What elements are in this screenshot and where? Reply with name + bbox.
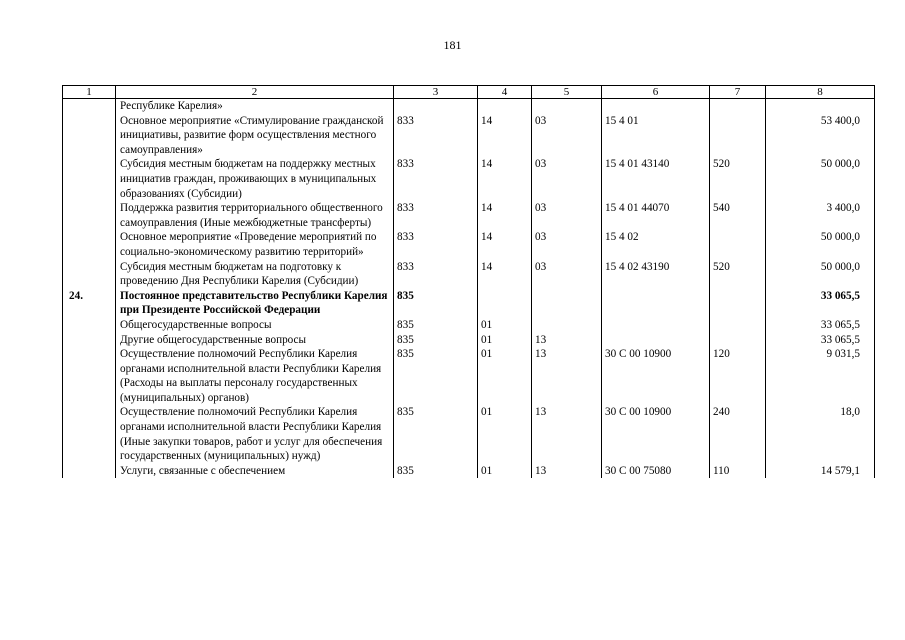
cell-target-article: 15 4 01 43140 [602, 157, 710, 201]
cell-target-article: 15 4 02 [602, 230, 710, 259]
cell-amount: 18,0 [766, 405, 875, 463]
cell-section: 01 [478, 333, 532, 348]
cell-section [478, 289, 532, 318]
cell-target-article: 30 С 00 10900 [602, 405, 710, 463]
table-row [63, 333, 875, 348]
cell-expense-type [710, 99, 766, 114]
table-row [63, 347, 875, 405]
column-header-5: 5 [532, 86, 602, 99]
cell-expense-type [710, 318, 766, 333]
cell-section [478, 99, 532, 114]
table-row [63, 230, 875, 259]
cell-amount: 9 031,5 [766, 347, 875, 405]
table-row [63, 318, 875, 333]
cell-subsection [532, 318, 602, 333]
cell-index [63, 318, 116, 333]
cell-index [63, 333, 116, 348]
cell-name: Постоянное представительство Республики Карелия при Президенте Российской Федерации [116, 289, 394, 318]
column-header-2: 2 [116, 86, 394, 99]
cell-amount: 53 400,0 [766, 114, 875, 158]
cell-name: Поддержка развития территориального общественного самоуправления (Иные межбюджетные трансферты) [116, 201, 394, 230]
table-row [63, 99, 875, 114]
column-header-3: 3 [394, 86, 478, 99]
cell-subsection: 13 [532, 333, 602, 348]
column-header-6: 6 [602, 86, 710, 99]
cell-name: Другие общегосударственные вопросы [116, 333, 394, 348]
cell-target-article: 15 4 01 [602, 114, 710, 158]
cell-index [63, 201, 116, 230]
cell-expense-type: 520 [710, 157, 766, 201]
cell-name: Осуществление полномочий Республики Карелия органами исполнительной власти Республики Карелия (Расходы на выплаты персоналу государственных (муниципальных) органов) [116, 347, 394, 405]
cell-index: 24. [63, 289, 116, 318]
cell-amount [766, 99, 875, 114]
cell-admin-code: 835 [394, 333, 478, 348]
cell-section: 14 [478, 114, 532, 158]
table-body [63, 99, 875, 479]
cell-expense-type: 540 [710, 201, 766, 230]
cell-name: Субсидия местным бюджетам на подготовку к проведению Дня Республики Карелия (Субсидии) [116, 260, 394, 289]
cell-section: 14 [478, 260, 532, 289]
cell-index [63, 347, 116, 405]
cell-name: Основное мероприятие «Стимулирование гражданской инициативы, развитие форм осуществления местного самоуправления» [116, 114, 394, 158]
cell-expense-type: 120 [710, 347, 766, 405]
table-row [63, 289, 875, 318]
cell-admin-code: 835 [394, 464, 478, 479]
cell-subsection: 03 [532, 157, 602, 201]
cell-subsection: 13 [532, 464, 602, 479]
cell-section: 01 [478, 347, 532, 405]
cell-target-article [602, 289, 710, 318]
cell-expense-type: 240 [710, 405, 766, 463]
column-header-1: 1 [63, 86, 116, 99]
cell-admin-code: 835 [394, 289, 478, 318]
cell-admin-code [394, 99, 478, 114]
budget-table [62, 85, 875, 478]
cell-section: 01 [478, 318, 532, 333]
cell-admin-code: 833 [394, 114, 478, 158]
cell-admin-code: 833 [394, 157, 478, 201]
cell-target-article: 15 4 02 43190 [602, 260, 710, 289]
column-header-4: 4 [478, 86, 532, 99]
table-row [63, 201, 875, 230]
cell-expense-type [710, 333, 766, 348]
cell-subsection [532, 289, 602, 318]
cell-name: Общегосударственные вопросы [116, 318, 394, 333]
cell-section: 14 [478, 157, 532, 201]
cell-subsection [532, 99, 602, 114]
cell-subsection: 13 [532, 347, 602, 405]
cell-name: Субсидия местным бюджетам на поддержку местных инициатив граждан, проживающих в муниципальных образованиях (Субсидии) [116, 157, 394, 201]
cell-subsection: 03 [532, 260, 602, 289]
table-row [63, 157, 875, 201]
cell-section: 01 [478, 464, 532, 479]
cell-amount: 3 400,0 [766, 201, 875, 230]
cell-index [63, 260, 116, 289]
cell-index [63, 230, 116, 259]
cell-admin-code: 833 [394, 260, 478, 289]
cell-index [63, 405, 116, 463]
cell-subsection: 03 [532, 114, 602, 158]
cell-index [63, 114, 116, 158]
cell-amount: 50 000,0 [766, 157, 875, 201]
table-row [63, 260, 875, 289]
cell-name: Осуществление полномочий Республики Карелия органами исполнительной власти Республики Карелия (Иные закупки товаров, работ и услуг для обеспечения государственных (муниципальных) нужд) [116, 405, 394, 463]
cell-expense-type: 110 [710, 464, 766, 479]
cell-admin-code: 835 [394, 405, 478, 463]
cell-amount: 14 579,1 [766, 464, 875, 479]
cell-expense-type [710, 114, 766, 158]
cell-admin-code: 833 [394, 230, 478, 259]
table-row [63, 464, 875, 479]
column-header-7: 7 [710, 86, 766, 99]
cell-name: Республике Карелия» [116, 99, 394, 114]
page-number: 181 [443, 38, 462, 52]
cell-expense-type [710, 289, 766, 318]
cell-target-article [602, 99, 710, 114]
cell-target-article: 30 С 00 75080 [602, 464, 710, 479]
cell-admin-code: 833 [394, 201, 478, 230]
cell-amount: 33 065,5 [766, 318, 875, 333]
cell-subsection: 03 [532, 230, 602, 259]
cell-amount: 50 000,0 [766, 260, 875, 289]
cell-expense-type: 520 [710, 260, 766, 289]
table-row [63, 114, 875, 158]
cell-amount: 33 065,5 [766, 333, 875, 348]
cell-target-article: 30 С 00 10900 [602, 347, 710, 405]
cell-subsection: 13 [532, 405, 602, 463]
cell-expense-type [710, 230, 766, 259]
cell-target-article [602, 333, 710, 348]
cell-index [63, 157, 116, 201]
cell-name: Услуги, связанные с обеспечением [116, 464, 394, 479]
cell-admin-code: 835 [394, 347, 478, 405]
cell-name: Основное мероприятие «Проведение мероприятий по социально-экономическому развитию территорий» [116, 230, 394, 259]
cell-target-article: 15 4 01 44070 [602, 201, 710, 230]
cell-amount: 33 065,5 [766, 289, 875, 318]
cell-index [63, 464, 116, 479]
cell-amount: 50 000,0 [766, 230, 875, 259]
table-row [63, 405, 875, 463]
cell-admin-code: 835 [394, 318, 478, 333]
column-header-8: 8 [766, 86, 875, 99]
cell-target-article [602, 318, 710, 333]
cell-index [63, 99, 116, 114]
header-row [63, 86, 875, 99]
cell-subsection: 03 [532, 201, 602, 230]
cell-section: 14 [478, 230, 532, 259]
cell-section: 01 [478, 405, 532, 463]
table-header [63, 86, 875, 99]
cell-section: 14 [478, 201, 532, 230]
